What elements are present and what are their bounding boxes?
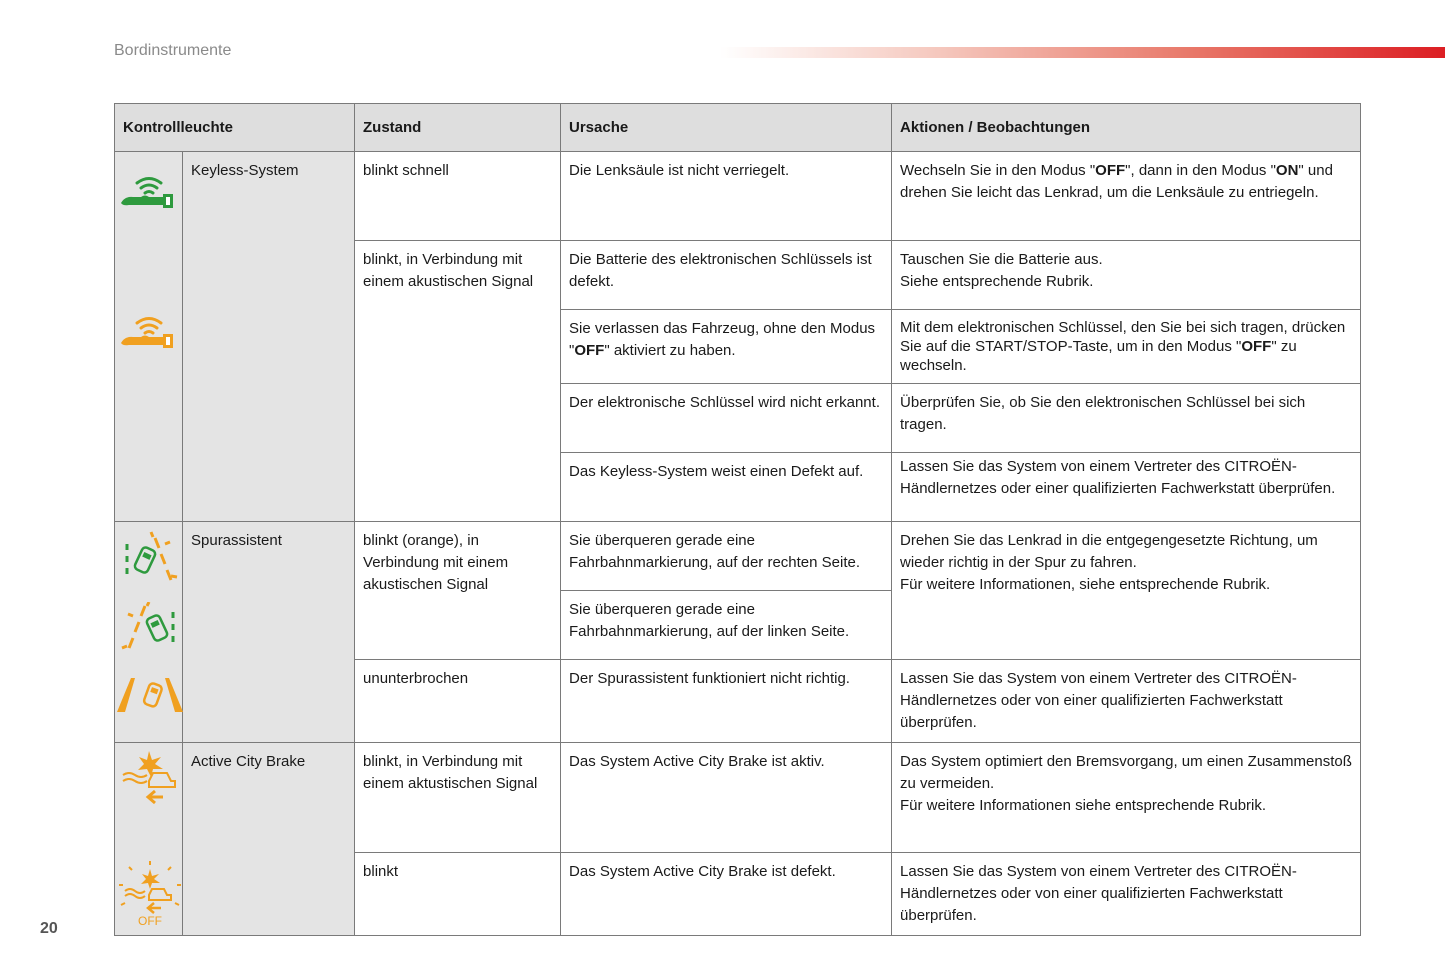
section-title: Bordinstrumente: [114, 42, 232, 59]
table-row: [115, 522, 1361, 591]
header-aktionen: Aktionen / Beobachtungen: [892, 104, 1361, 152]
active-city-brake-off-icon: [117, 861, 183, 929]
lane-assist-fault-icon: [117, 674, 183, 714]
ursache-cell: Sie verlassen das Fahrzeug, ohne den Modus "OFF" aktiviert zu haben.: [561, 310, 892, 384]
ursache-cell: Das Keyless-System weist einen Defekt auf.: [561, 453, 892, 522]
acb-off-label: OFF: [138, 914, 162, 928]
system-name-keyless: Keyless-System: [183, 152, 355, 522]
zustand-cell: blinkt (orange), in Verbindung mit einem akustischen Signal: [355, 522, 561, 660]
header-accent-bar: [720, 47, 1445, 58]
warning-lights-table: [114, 103, 1361, 936]
zustand-cell: blinkt, in Verbindung mit einem akustischen Signal: [355, 241, 561, 522]
ursache-cell: Der Spurassistent funktioniert nicht richtig.: [561, 660, 892, 743]
active-city-brake-icon: [119, 749, 181, 807]
aktion-cell: Wechseln Sie in den Modus "OFF", dann in den Modus "ON" und drehen Sie leicht das Lenkrad, um die Lenksäule zu entriegeln.: [892, 152, 1361, 241]
table-header-row: [115, 104, 1361, 152]
lane-departure-right-icon: [121, 530, 179, 584]
ursache-cell: Sie überqueren gerade eine Fahrbahnmarkierung, auf der rechten Seite.: [561, 522, 892, 591]
ursache-cell: Sie überqueren gerade eine Fahrbahnmarkierung, auf der linken Seite.: [561, 591, 892, 660]
page-number: 20: [40, 920, 58, 937]
header-ursache: Ursache: [561, 104, 892, 152]
table-row: [115, 743, 1361, 853]
aktion-cell: Lassen Sie das System von einem Vertreter des CITROËN-Händlernetzes oder einer qualifizierten Fachwerkstatt überprüfen.: [892, 453, 1361, 522]
ursache-cell: Das System Active City Brake ist defekt.: [561, 853, 892, 936]
ursache-cell: Die Lenksäule ist nicht verriegelt.: [561, 152, 892, 241]
zustand-cell: blinkt schnell: [355, 152, 561, 241]
acb-icons-cell: [115, 743, 183, 936]
header-zustand: Zustand: [355, 104, 561, 152]
ursache-cell: Das System Active City Brake ist aktiv.: [561, 743, 892, 853]
system-name-spur: Spurassistent: [183, 522, 355, 743]
zustand-cell: blinkt: [355, 853, 561, 936]
ursache-cell: Die Batterie des elektronischen Schlüssels ist defekt.: [561, 241, 892, 310]
zustand-cell: blinkt, in Verbindung mit einem aktustischen Signal: [355, 743, 561, 853]
aktion-cell: Das System optimiert den Bremsvorgang, um einen Zusammenstoß zu vermeiden. Für weitere Informationen siehe entsprechende Rubrik.: [892, 743, 1361, 853]
system-name-acb: Active City Brake: [183, 743, 355, 936]
aktion-cell: Überprüfen Sie, ob Sie den elektronischen Schlüssel bei sich tragen.: [892, 384, 1361, 453]
keyless-green-icon: [119, 170, 179, 210]
aktion-cell: Drehen Sie das Lenkrad in die entgegengesetzte Richtung, um wieder richtig in der Spur zu fahren. Für weitere Informationen, siehe entsprechende Rubrik.: [892, 522, 1361, 660]
aktion-cell: Mit dem elektronischen Schlüssel, den Sie bei sich tragen, drücken Sie auf die START/STOP-Taste, um in den Modus "OFF" zu wechseln.: [892, 310, 1361, 384]
lane-departure-left-icon: [121, 602, 179, 656]
keyless-orange-icon: [119, 310, 179, 350]
keyless-icons-cell: [115, 152, 183, 522]
header-kontrollleuchte: Kontrollleuchte: [115, 104, 355, 152]
aktion-cell: Tauschen Sie die Batterie aus. Siehe entsprechende Rubrik.: [892, 241, 1361, 310]
ursache-cell: Der elektronische Schlüssel wird nicht erkannt.: [561, 384, 892, 453]
aktion-cell: Lassen Sie das System von einem Vertreter des CITROËN-Händlernetzes oder von einer qualifizierten Fachwerkstatt überprüfen.: [892, 660, 1361, 743]
zustand-cell: ununterbrochen: [355, 660, 561, 743]
lane-icons-cell: [115, 522, 183, 743]
table-row: [115, 152, 1361, 241]
aktion-cell: Lassen Sie das System von einem Vertreter des CITROËN-Händlernetzes oder von einer qualifizierten Fachwerkstatt überprüfen.: [892, 853, 1361, 936]
